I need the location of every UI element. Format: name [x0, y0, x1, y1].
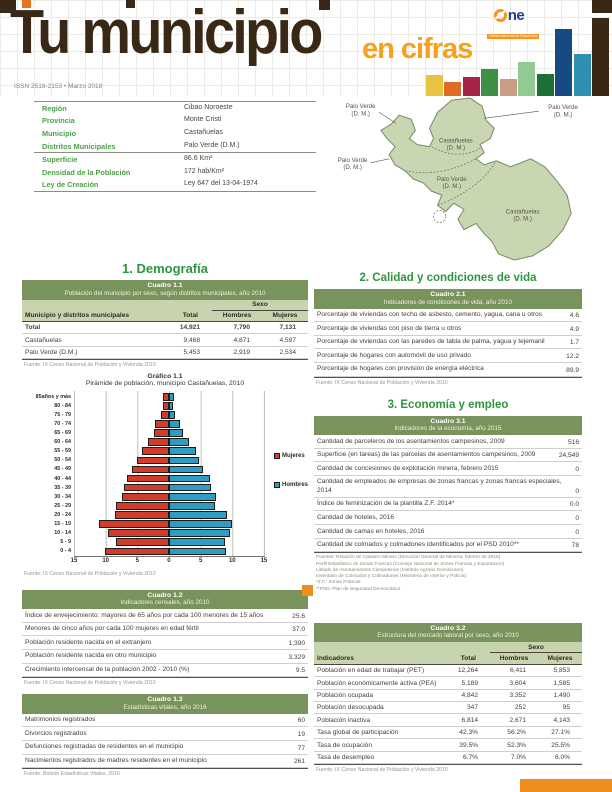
decor-square [319, 0, 330, 10]
cuadro-3-1-header: Cuadro 3.1 Indicadores de la economía, año 2015 [314, 416, 582, 436]
bar-mujeres [99, 520, 169, 528]
cuadro-3-2-body [314, 665, 582, 764]
table-row: Porcentaje de viviendas con las paredes de tabla de palma, yagua y tejemanil 1.7 [314, 336, 582, 350]
bar-mujeres [154, 429, 169, 437]
info-row [34, 102, 316, 115]
info-label: Superficie [42, 155, 78, 165]
bar-mujeres [142, 447, 169, 455]
cuadro-3-2-columns: Indicadores Total Sexo Hombres Mujeres [314, 642, 582, 665]
svg-text:(D. M.): (D. M.) [446, 145, 466, 152]
bar-mujeres [122, 493, 169, 501]
info-label: Municipio [42, 128, 77, 138]
table-row: Palo Verde (D.M.) 5,453 2,919 2,534 [22, 347, 308, 359]
svg-text:(D. M.): (D. M.) [442, 184, 462, 191]
decor-bar [592, 18, 609, 96]
info-value: Palo Verde (D.M.) [184, 141, 240, 149]
x-tick: 15 [260, 558, 268, 565]
cuadro-1-3-body [22, 714, 308, 769]
bar-hombres [169, 466, 203, 474]
footnotes [316, 555, 582, 592]
table-row: Población económicamente activa (PEA) 5,189 3,604 1,585 [314, 677, 582, 689]
table-row: Población ocupada 4,842 3,352 1,490 [314, 690, 582, 702]
section-title-calidad: 2. Calidad y condiciones de vida [359, 272, 537, 284]
right-column [314, 272, 582, 773]
table-row: Tasa global de participación 42.3% 56.2% 27.1% [314, 727, 582, 739]
decor-bar [481, 69, 498, 96]
bar-hombres [169, 411, 175, 419]
svg-text:(D. M.): (D. M.) [351, 111, 370, 118]
table-row: Índice de envejecimiento: mayores de 65 años por cada 100 menores de 15 años 25.6 [22, 609, 308, 623]
x-tick: 15 [70, 558, 78, 565]
info-label: Ley de Creación [42, 180, 99, 190]
info-row [34, 179, 316, 192]
municipality-info-panel [34, 101, 316, 192]
cuadro-1-1-body [22, 322, 308, 359]
source-note: Fuente: IX Censo Nacional de Población y Vivienda 2010 [316, 379, 448, 386]
pyramid-row: 20 - 24 [22, 510, 308, 519]
cuadro-1-3 [22, 694, 308, 769]
cuadro-3-1-body [314, 435, 582, 552]
pyramid-row: 75 - 79 [22, 410, 308, 419]
pyramid-row: 70 - 74 [22, 419, 308, 428]
bar-hombres [169, 502, 215, 510]
table-row: Cantidad de hoteles, 2016 0 [314, 511, 582, 525]
table-row: Porcentaje de viviendas con piso de tierra u otros 4.9 [314, 322, 582, 336]
one-logo-tagline: Oficina Nacional de Estadística [489, 34, 538, 38]
section-title-economia: 3. Economía y empleo [387, 398, 509, 411]
x-tick: 0 [167, 558, 171, 565]
pyramid-legend [274, 453, 308, 488]
bar-mujeres [108, 529, 169, 537]
source-note: Fuente: IX Censo Nacional de Población y Vivienda 2010 [24, 362, 156, 369]
table-row: Defunciones registradas de residentes en el municipio 77 [22, 741, 308, 755]
bar-hombres [169, 393, 174, 401]
svg-text:(D. M.): (D. M.) [553, 112, 573, 119]
bar-mujeres [148, 438, 169, 446]
page-title: Tu municipio [10, 0, 321, 67]
table-row: Cantidad de colmados y colmadones identificados por el PSD 2010** 78 [314, 539, 582, 553]
decor-bar-chart [426, 18, 610, 96]
pyramid-row: 55 - 59 [22, 447, 308, 456]
info-label: Distritos Municipales [42, 141, 116, 151]
table-row: Cantidad de concesiones de explotación minera, febrero 2015 0 [314, 462, 582, 476]
table-row: Divorcios registrados 19 [22, 727, 308, 741]
table-row: Cantidad de empleados de empresas de zonas francas y zonas francas especiales, 2014 0 [314, 476, 582, 498]
legend-item: Hombres [274, 482, 308, 488]
decor-bar [518, 62, 535, 96]
bar-mujeres [105, 548, 169, 556]
pyramid-row: 35 - 39 [22, 483, 308, 492]
table-row: Población en edad de trabajar (PET) 12,264 6,411 5,853 [314, 665, 582, 677]
svg-text:(D. M.): (D. M.) [513, 216, 532, 223]
source-note: Fuente: Boletín Estadísticas Vitales, 2016 [24, 771, 120, 778]
legend-swatch [274, 453, 280, 459]
pyramid-row: 5 - 9 [22, 538, 308, 547]
x-tick: 5 [135, 558, 139, 565]
info-label: Región [42, 103, 67, 113]
info-value: Cibao Noroeste [184, 103, 233, 111]
decor-square [592, 0, 612, 13]
bar-hombres [169, 457, 199, 465]
bar-hombres [169, 493, 216, 501]
left-column [22, 261, 308, 777]
cuadro-1-2-header: Cuadro 1.2 Indicadores censales, año 2010 [22, 590, 308, 610]
cuadro-3-1 [314, 416, 582, 554]
section-title-demografia: 1. Demografía [122, 261, 208, 276]
pyramid-rows [22, 392, 308, 556]
map-label-se: Castañuelas [505, 209, 540, 216]
pyramid-row: 15 - 19 [22, 519, 308, 528]
pyramid-row: 30 - 34 [22, 492, 308, 501]
x-tick: 10 [102, 558, 109, 565]
x-tick: 10 [228, 558, 236, 565]
issn-line: ISSN 2518-2153 • Marzo 2018 [14, 83, 103, 90]
bar-mujeres [116, 538, 169, 546]
info-row [34, 152, 316, 166]
pyramid-x-axis [67, 558, 271, 564]
map-label-w: Palo Verde [337, 157, 368, 164]
bar-hombres [169, 548, 226, 556]
footnote-line: *Z.F.: Zonas Francas [316, 580, 361, 586]
pyramid-row: 50 - 54 [22, 456, 308, 465]
map-label-mid: Palo Verde [436, 177, 467, 184]
map-label-center: Castañuelas [438, 138, 473, 145]
map-outline [381, 98, 571, 260]
grafico-1-1-label: Gráfico 1.1 [147, 373, 183, 381]
bar-mujeres [127, 475, 169, 483]
bar-mujeres [115, 511, 169, 519]
pyramid-row: 65 - 69 [22, 429, 308, 438]
municipality-map [332, 94, 608, 262]
bar-hombres [169, 538, 225, 546]
bar-hombres [169, 520, 232, 528]
footnote-line: **PSD: Plan de Seguridad Democrática [316, 586, 400, 592]
bar-hombres [169, 511, 227, 519]
page-subtitle: en cifras [362, 33, 473, 65]
table-row: Superficie (en tareas) de las parcelas de asentamientos campesinos, 2009 24,549 [314, 449, 582, 463]
info-value: 172 hab/Km² [184, 167, 225, 175]
bar-mujeres [137, 457, 169, 465]
decor-bar [426, 75, 443, 96]
info-value: Castañuelas [184, 128, 223, 136]
legend-swatch [274, 482, 280, 488]
table-row: Porcentaje de hogares con automóvil de uso privado 12.2 [314, 349, 582, 363]
info-value: Monte Cristi [184, 116, 222, 124]
bar-hombres [169, 475, 210, 483]
source-note: Fuente: IX Censo Nacional de Población y Vivienda 2010 [24, 680, 156, 687]
cuadro-1-1-header: Cuadro 1.1 Población del municipio por sexo, según distritos municipales, año 2010 [22, 280, 308, 300]
bar-mujeres [155, 420, 169, 428]
source-note: Fuente: IX Censo Nacional de Población y Vivienda 2010 [24, 570, 156, 577]
cuadro-2-1-header: Cuadro 2.1 Indicadores de condiciones de vida, año 2010 [314, 289, 582, 309]
table-row: Total 14,921 7,790 7,131 [22, 322, 308, 334]
source-note: Fuente: IX Censo Nacional de Población y Vivienda 2010 [316, 766, 448, 773]
cuadro-2-1 [314, 289, 582, 378]
table-row: Tasa de ocupación 39.5% 52.3% 25.5% [314, 739, 582, 751]
one-logo-text: ne [507, 7, 525, 24]
bar-hombres [169, 447, 196, 455]
table-row: Porcentaje de viviendas con techo de asbesto, cemento, yagua, cana u otros 4.6 [314, 309, 582, 323]
bar-hombres [169, 429, 183, 437]
bar-mujeres [161, 411, 169, 419]
info-label: Densidad de la Población [42, 167, 131, 177]
map-label-nw: Palo Verde [345, 104, 376, 111]
info-row [34, 166, 316, 179]
table-row: Índice de feminización de la plantilla Z.F. 2014* 0.0 [314, 498, 582, 512]
table-row: Castañuelas 9,468 4,871 4,597 [22, 334, 308, 346]
decor-bar [555, 29, 572, 96]
legend-item: Mujeres [274, 453, 308, 459]
pyramid-row: 85años y más [22, 392, 308, 401]
cuadro-3-2 [314, 623, 582, 765]
table-row: Porcentaje de hogares con provisión de energía eléctrica 89.9 [314, 363, 582, 377]
svg-text:(D. M.): (D. M.) [343, 164, 362, 171]
grafico-1-1-subtitle: Pirámide de población, municipio Castañuelas, 2010 [85, 380, 245, 388]
table-row: Población desocupada 347 252 95 [314, 702, 582, 714]
decor-bar [537, 74, 554, 96]
decor-bar [574, 54, 591, 96]
cuadro-1-2-body [22, 609, 308, 677]
population-pyramid-chart [22, 391, 308, 569]
cuadro-1-3-header: Cuadro 1.3 Estadísticas vitales, año 2016 [22, 694, 308, 714]
footnote-line: Perfil Estadístico de Zonas Francas (Consejo Nacional de Zonas Francas y Exportación) [316, 561, 505, 567]
cuadro-1-1-columns: Municipio y distritos municipales Total Sexo Hombres Mujeres [22, 300, 308, 323]
pyramid-row: 40 - 44 [22, 474, 308, 483]
pyramid-row: 80 - 84 [22, 401, 308, 410]
cuadro-2-1-body [314, 309, 582, 377]
page-header [0, 0, 612, 96]
footnote-line: Fuentes: Relación de Catastro Minero (Dirección General de Minería, febrero de 2015) [316, 555, 501, 561]
cuadro-3-2-header: Cuadro 3.2 Estructura del mercado laboral por sexo, año 2010 [314, 623, 582, 643]
table-row: Cantidad de camas en hoteles, 2016 0 [314, 525, 582, 539]
bar-hombres [169, 420, 180, 428]
bar-mujeres [124, 484, 169, 492]
pyramid-row: 60 - 64 [22, 438, 308, 447]
pyramid-row: 10 - 14 [22, 529, 308, 538]
table-row: Tasa de desempleo 6.7% 7.0% 6.0% [314, 752, 582, 764]
info-row [34, 140, 316, 153]
cuadro-1-2 [22, 590, 308, 679]
bar-mujeres [132, 466, 169, 474]
table-row: Menores de cinco años por cada 100 mujeres en edad fértil 37.0 [22, 623, 308, 637]
table-row: Población inactiva 6,814 2,671 4,143 [314, 714, 582, 726]
pyramid-row: 25 - 29 [22, 501, 308, 510]
cuadro-1-1 [22, 280, 308, 360]
table-row: Población residente nacida en el extranjero 1,390 [22, 636, 308, 650]
table-row: Nacimientos registrados de madres residentes en el municipio 261 [22, 755, 308, 769]
table-row: Matrimonios registrados 60 [22, 714, 308, 728]
pyramid-row: 45 - 49 [22, 465, 308, 474]
table-row: Cantidad de parceleros de los asentamientos campesinos, 2009 516 [314, 435, 582, 449]
info-row [34, 115, 316, 128]
footnote-line: Listado de Asentamientos Campesinos (Instituto Agrario Dominicano) [316, 567, 464, 573]
pyramid-row: 0 - 4 [22, 547, 308, 556]
bar-hombres [169, 438, 189, 446]
footnote-line: Inventario de Colmados y Colmadones (Ministerio de Interior y Policía) [316, 574, 467, 580]
info-value: 86.6 Km² [184, 155, 213, 163]
map-label-ne: Palo Verde [548, 105, 578, 112]
info-row [34, 127, 316, 140]
info-label: Provincia [42, 116, 75, 126]
table-row: Crecimiento intercensal de la población 2002 - 2010 (%) 9.5 [22, 664, 308, 678]
decor-square-orange [302, 585, 313, 596]
bar-mujeres [116, 502, 169, 510]
decor-footer-bar [520, 779, 612, 792]
table-row: Población residente nacida en otro municipio 3,329 [22, 650, 308, 664]
bar-hombres [169, 484, 211, 492]
map-svg [332, 94, 608, 262]
bar-hombres [169, 402, 173, 410]
info-value: Ley 647 del 13-04-1974 [184, 180, 258, 188]
x-tick: 5 [198, 558, 203, 565]
bar-hombres [169, 529, 230, 537]
